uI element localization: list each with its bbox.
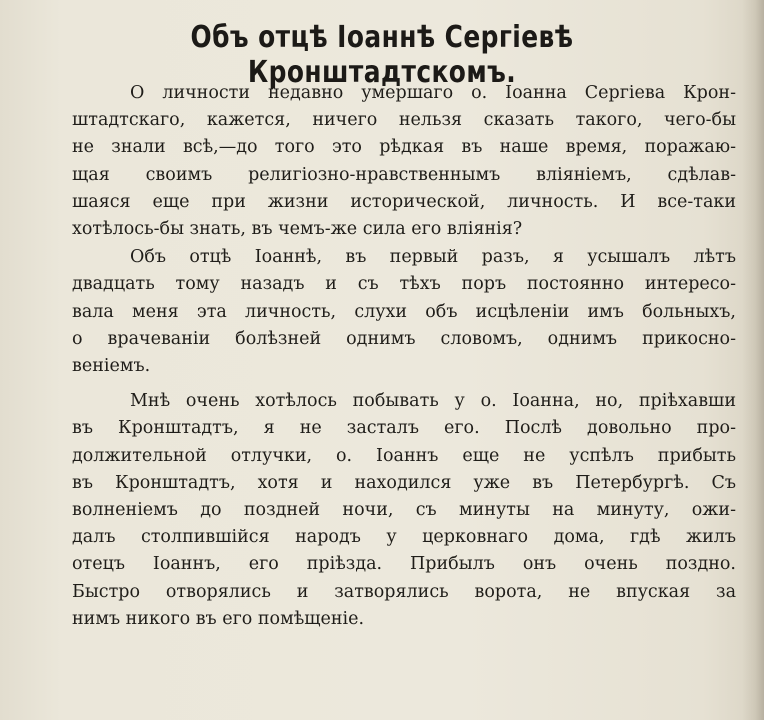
text-line: веніемъ. [72,356,151,377]
text-line: не знали всѣ,—до того это рѣдкая въ наше время, поражаю- [72,137,736,158]
paragraph-2 [72,244,736,380]
page-edge-shadow [742,0,764,720]
text-line: щая своимъ религіозно-нравственнымъ вліяніемъ, сдѣлав- [72,164,736,185]
page-title: Объ отцѣ Іоаннѣ Сергіевѣ Кронштадтскомъ. [190,20,574,90]
paragraph-3 [72,388,736,633]
text-line: Быстро отворялись и затворялись ворота, не впуская за [72,581,736,602]
text-line: о врачеваніи болѣзней однимъ словомъ, однимъ прикосно- [72,328,736,349]
text-line: О личности недавно умершаго о. Іоанна Сергіева Крон- [130,83,736,103]
text-line: штадтскаго, кажется, ничего нельзя сказать такого, чего-бы [72,110,736,131]
text-line: далъ столпившійся народъ у церковнаго дома, гдѣ жилъ [72,527,736,548]
text-line: Мнѣ очень хотѣлось побывать у о. Іоанна, но, пріѣхавши [130,391,736,412]
text-line: въ Кронштадтъ, я не засталъ его. Послѣ довольно про- [72,418,736,439]
text-line: отецъ Іоаннъ, его пріѣзда. Прибылъ онъ очень поздно. [72,554,736,575]
text-line: Объ отцѣ Іоаннѣ, въ первый разъ, я усышалъ лѣтъ [130,247,736,268]
text-line: двадцать тому назадъ и съ тѣхъ поръ постоянно интересо- [72,274,736,295]
paragraph-1 [72,80,736,243]
text-line: должительной отлучки, о. Іоаннъ еще не успѣлъ прибыть [72,445,736,466]
text-line: нимъ никого въ его помѣщеніе. [72,608,365,629]
text-line: въ Кронштадтъ, хотя и находился уже въ Петербургѣ. Съ [72,472,736,493]
text-line: хотѣлось-бы знать, въ чемъ-же сила его вліянія? [72,219,523,240]
article-body [72,80,736,633]
text-line: волненіемъ до поздней ночи, съ минуты на минуту, ожи- [72,500,736,521]
text-line: вала меня эта личность, слухи объ исцѣленіи имъ больныхъ, [72,301,736,322]
text-line: шаяся еще при жизни исторической, личность. И все-таки [72,191,736,212]
